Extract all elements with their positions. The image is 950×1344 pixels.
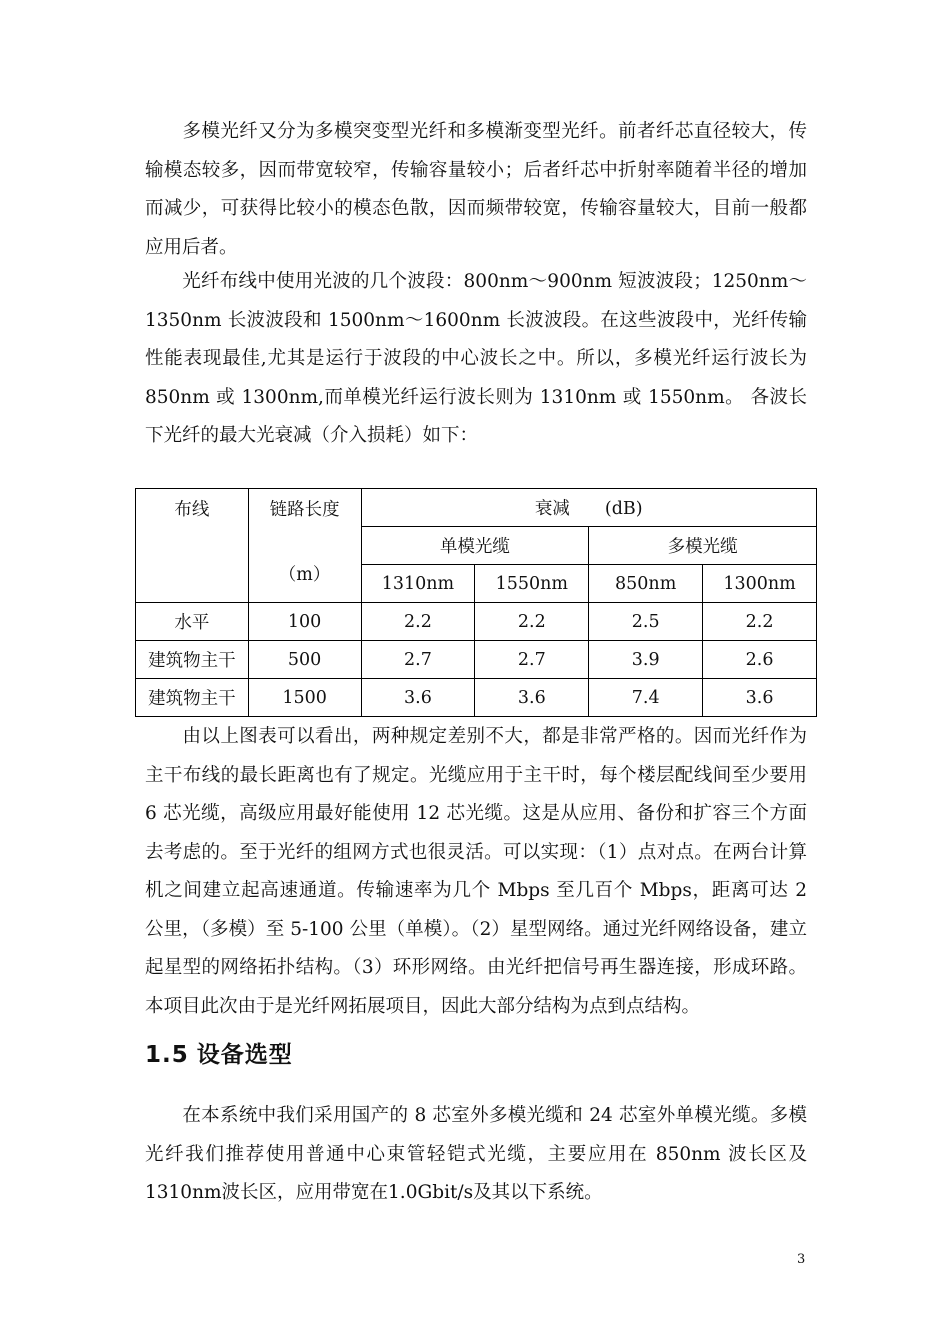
paragraph-multimode-types: 多模光纤又分为多模突变型光纤和多模渐变型光纤。前者纤芯直径较大，传输模态较多，因而带宽较窄，传输容量较小；后者纤芯中折射率随着半径的增加而减少，可获得比较小的模态色散，因而频带较宽，传输容量较大，目前一般都应用后者。	[145, 121, 807, 258]
cell-value: 2.5	[589, 603, 703, 641]
cell-value: 7.4	[589, 679, 703, 717]
header-link-length: 链路长度 （m）	[248, 489, 361, 603]
cell-value: 3.6	[361, 679, 475, 717]
cell-length: 100	[248, 603, 361, 641]
table-row	[136, 603, 817, 641]
cell-wiring: 建筑物主干	[136, 679, 249, 717]
paragraph-equipment-selection: 在本系统中我们采用国产的 8 芯室外多模光缆和 24 芯室外单模光缆。多模光纤我们推荐使用普通中心束管轻铠式光缆，主要应用在 850nm 波长区及 1310nm波长区，应用带宽在1.0Gbit/s及其以下系统。	[145, 1105, 807, 1203]
cell-value: 2.6	[703, 641, 817, 679]
header-wavelength: 1310nm	[361, 565, 475, 603]
header-wavelength: 1300nm	[703, 565, 817, 603]
cell-length: 500	[248, 641, 361, 679]
cell-value: 2.7	[361, 641, 475, 679]
header-wavelength: 850nm	[589, 565, 703, 603]
cell-value: 2.2	[475, 603, 589, 641]
cell-value: 2.7	[475, 641, 589, 679]
table-row	[136, 641, 817, 679]
paragraph-networking: 由以上图表可以看出，两种规定差别不大，都是非常严格的。因而光纤作为主干布线的最长距离也有了规定。光缆应用于主干时，每个楼层配线间至少要用 6 芯光缆，高级应用最好能使用 12 芯光缆。这是从应用、备份和扩容三个方面去考虑的。至于光纤的组网方式也很灵活。可以实现：（1）点对点。在两台计算机之间建立起高速通道。传输速率为几个 Mbps 至几百个 Mbps，距离可达 2 公里，（多模）至 5-100 公里（单模）。（2）星型网络。通过光纤网络设备，建立起星型的网络拓扑结构。（3）环形网络。由光纤把信号再生器连接，形成环路。本项目此次由于是光纤网拓展项目，因此大部分结构为点到点结构。	[145, 726, 807, 1017]
cell-value: 3.6	[703, 679, 817, 717]
cell-wiring: 水平	[136, 603, 249, 641]
section-heading	[145, 1036, 293, 1069]
header-wavelength: 1550nm	[475, 565, 589, 603]
cell-length: 1500	[248, 679, 361, 717]
cell-value: 2.2	[703, 603, 817, 641]
page-number: 3	[797, 1252, 806, 1267]
attenuation-table	[135, 488, 817, 717]
header-wiring: 布线	[136, 489, 249, 603]
cell-value: 2.2	[361, 603, 475, 641]
cell-wiring: 建筑物主干	[136, 641, 249, 679]
header-attenuation: 衰减 (dB)	[361, 489, 816, 527]
header-multi-mode: 多模光缆	[589, 527, 817, 565]
cell-value: 3.9	[589, 641, 703, 679]
section-number: 1.5	[145, 1042, 189, 1068]
section-title: 设备选型	[196, 1042, 293, 1068]
header-single-mode: 单模光缆	[361, 527, 589, 565]
paragraph-wavelength-bands: 光纤布线中使用光波的几个波段：800nm～900nm 短波波段；1250nm～1350nm 长波波段和 1500nm～1600nm 长波波段。在这些波段中，光纤传输性能表现最佳,尤其是运行于波段的中心波长之中。所以，多模光纤运行波长为 850nm 或 1300nm,而单模光纤运行波长则为 1310nm 或 1550nm。 各波长下光纤的最大光衰减（介入损耗）如下：	[145, 271, 807, 446]
table-row	[136, 679, 817, 717]
cell-value: 3.6	[475, 679, 589, 717]
